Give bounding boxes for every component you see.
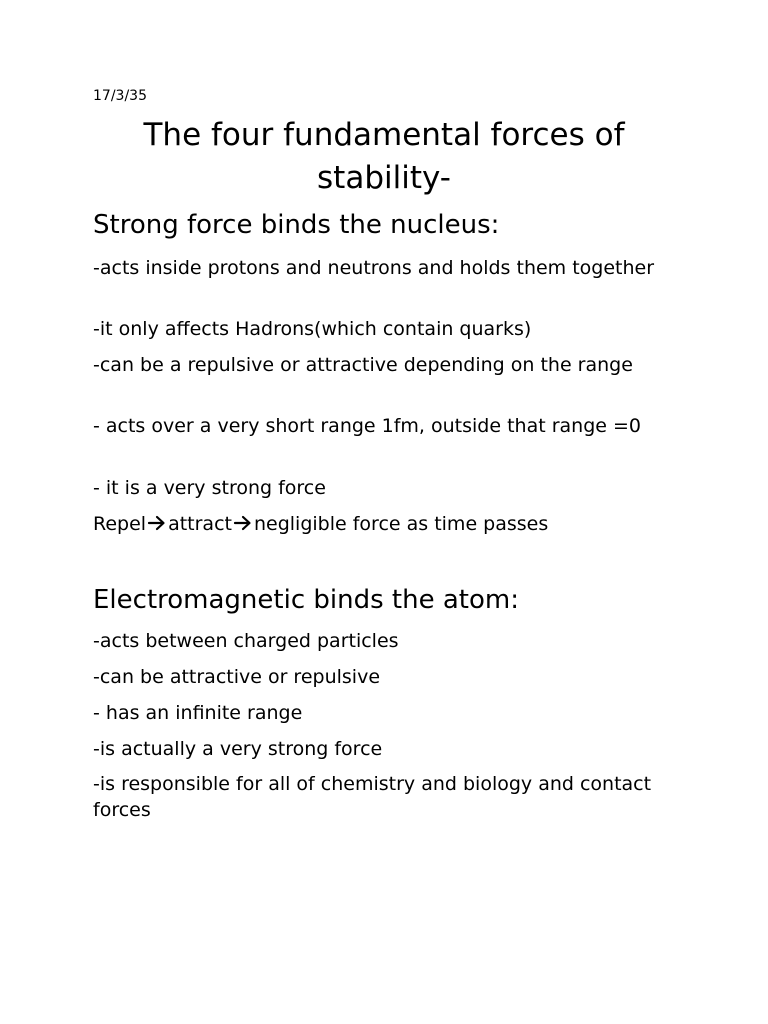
note-line: -can be a repulsive or attractive depending on the range — [93, 354, 633, 376]
sequence-step-negligible: negligible force as time passes — [253, 513, 549, 535]
document-date: 17/3/35 — [93, 88, 147, 104]
right-arrow-icon — [147, 515, 167, 531]
note-line: -is responsible for all of chemistry and biology and contact forces — [93, 773, 652, 821]
section-heading-electromagnetic: Electromagnetic binds the atom: — [93, 585, 519, 615]
right-arrow-icon — [233, 515, 253, 531]
sequence-step-attract: attract — [168, 513, 232, 535]
page-title: The four fundamental forces of stability- — [143, 117, 625, 196]
note-line: -is actually a very strong force — [93, 738, 383, 760]
note-line: -acts inside protons and neutrons and holds them together — [93, 257, 655, 279]
note-line: - acts over a very short range 1fm, outside that range =0 — [93, 415, 642, 437]
force-sequence-line — [93, 511, 675, 537]
note-line: -can be attractive or repulsive — [93, 666, 381, 688]
section-heading-strong-force: Strong force binds the nucleus: — [93, 210, 500, 240]
note-line: -acts between charged particles — [93, 630, 399, 652]
document-page — [93, 0, 675, 1024]
note-line: - has an infinite range — [93, 702, 303, 724]
sequence-step-repel: Repel — [93, 513, 147, 535]
note-line: - it is a very strong force — [93, 477, 326, 499]
note-line: -it only affects Hadrons(which contain quarks) — [93, 318, 532, 340]
